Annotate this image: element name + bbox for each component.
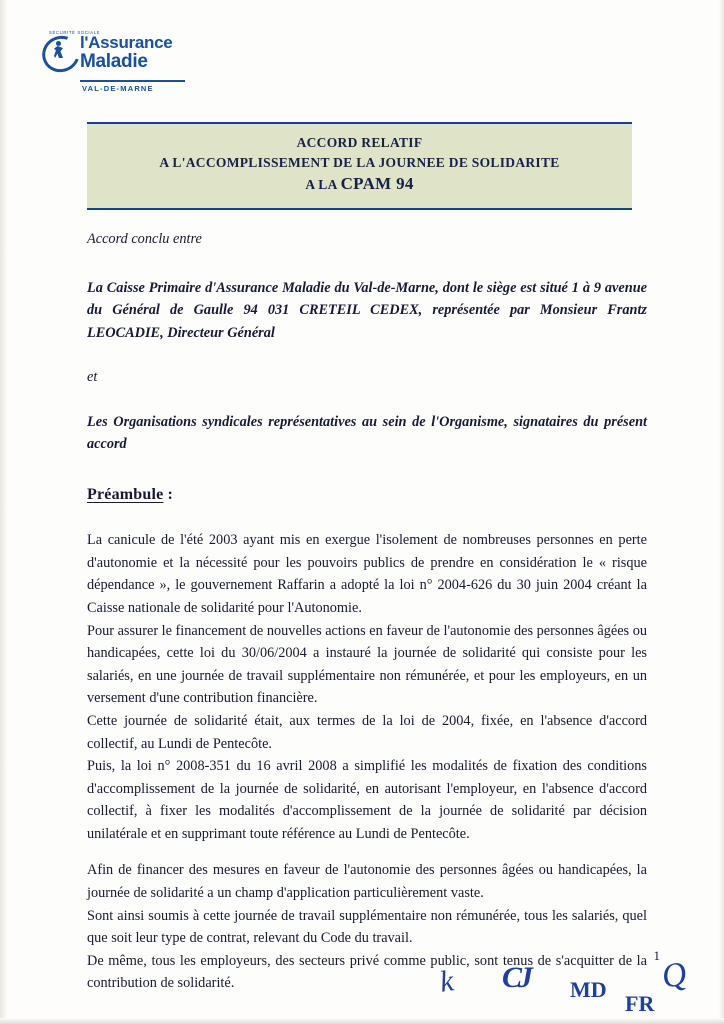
logo-subtitle: VAL-DE-MARNE bbox=[82, 84, 154, 93]
page-number: 1 bbox=[653, 948, 660, 963]
conjunction-et: et bbox=[87, 369, 98, 386]
party-2-paragraph: Les Organisations syndicales représentatives au sein de l'Organisme, signataires du présent accord bbox=[87, 413, 647, 453]
title-line-1: ACCORD RELATIF bbox=[296, 135, 423, 150]
paragraph-4: Puis, la loi n° 2008-351 du 16 avril 2008 a simplifié les modalités de fixation des conditions d'accomplissement de la journée de solidarité, en autorisant l'employeur, en l'absence d'accord collectif, à fixer les modalités d'accomplissement de la journée de solidarité par décision unilatérale et en supprimant toute référence au Lundi de Pentecôte. bbox=[87, 758, 647, 842]
preambule-colon: : bbox=[163, 486, 173, 504]
assurance-maladie-icon bbox=[42, 36, 74, 66]
party-1-paragraph: La Caisse Primaire d'Assurance Maladie du Val-de-Marne, dont le siège est situé 1 à 9 avenue du Général de Gaulle 94 031 CRETEIL CEDEX, représentée par Monsieur Frantz LEOCADIE, Directeur Général bbox=[87, 279, 647, 341]
signature-5: Q bbox=[658, 954, 691, 997]
logo-wordmark bbox=[80, 34, 172, 71]
preambule-heading-row bbox=[87, 482, 647, 507]
assurance-maladie-logo bbox=[22, 28, 202, 108]
intro-line: Accord conclu entre bbox=[87, 231, 202, 247]
document-title-banner bbox=[87, 122, 632, 210]
title-line-3-main: CPAM 94 bbox=[340, 174, 414, 194]
signature-2: CJ bbox=[502, 961, 530, 994]
paragraph-6: Sont ainsi soumis à cette journée de travail supplémentaire non rémunérée, tous les salariés, quel que soit leur type de contrat, relevant du Code du travail. bbox=[87, 907, 647, 947]
paragraph-5: Afin de financer des mesures en faveur de l'autonomie des personnes âgées ou handicapées, la journée de solidarité a un champ d'application particulièrement vaste. bbox=[87, 862, 647, 901]
title-line-3 bbox=[87, 172, 632, 197]
paragraph-3: Cette journée de solidarité était, aux termes de la loi de 2004, fixée, en l'absence d'accord collectif, au Lundi de Pentecôte. bbox=[87, 712, 647, 752]
signature-1: k bbox=[437, 964, 456, 999]
paragraph-2: Pour assurer le financement de nouvelles actions en faveur de l'autonomie des personnes âgées ou handicapées, cette loi du 30/06/2004 a instauré la journée de solidarité qui consiste pour les salariés, en une journée de travail supplémentaire non rémunérée, et pour les employeurs, en un versement d'une contribution financière. bbox=[87, 622, 647, 707]
preambule-heading: Préambule bbox=[87, 486, 164, 504]
signature-4: FR bbox=[625, 991, 655, 1016]
signature-3: MD bbox=[570, 977, 607, 1002]
paragraph-7: De même, tous les employeurs, des secteurs privé comme public, sont tenus de s'acquitter de la contribution de solidarité. bbox=[87, 952, 647, 992]
scan-edge-right bbox=[719, 0, 724, 1024]
title-line-2: A L'ACCOMPLISSEMENT DE LA JOURNEE DE SOLIDARITE bbox=[159, 154, 560, 170]
logo-line2: Maladie bbox=[80, 51, 148, 72]
paragraph-1: La canicule de l'été 2003 ayant mis en exergue l'isolement de nombreuses personnes en perte d'autonomie et la nécessité pour les pouvoirs publics de prendre en considération le « risque dépendance », le gouvernement Raffarin a adopté la loi n° 2004-626 du 30 juin 2004 créant la Caisse nationale de solidarité pour l'Autonomie. bbox=[87, 532, 647, 617]
logo-line1: l'Assurance bbox=[80, 33, 173, 52]
signature-area bbox=[420, 955, 700, 1020]
logo-top-label: SÉCURITÉ SOCIALE bbox=[49, 30, 101, 35]
document-body bbox=[87, 228, 647, 995]
scan-edge-left bbox=[0, 0, 7, 1024]
title-line-3-prefix: A LA bbox=[305, 177, 341, 193]
logo-divider bbox=[80, 80, 185, 82]
